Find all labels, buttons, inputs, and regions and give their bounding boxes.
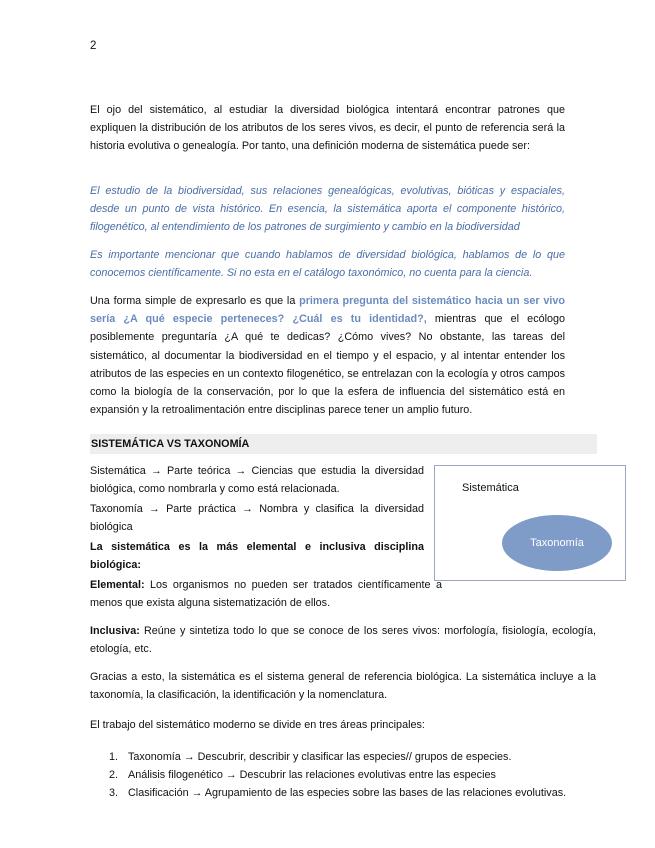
intro-paragraph: El ojo del sistemático, al estudiar la diversidad biológica intentará encontrar patrones que expliquen la distribución de los atributos de los seres vivos, es decir, el punto de referencia será la historia evolutiva o genealogía. Por tanto, una definición moderna de sistemática puede ser: [90,104,565,153]
question-highlight: primera pregunta del sistemático hacia un ser vivo sería ¿A qué especie perteneces? ¿Cuál es tu identidad?, [90,295,566,326]
note-quote: Es importante mencionar que cuando hablamos de diversidad biológica, hablamos de lo que conocemos científicamente. Si no esta en el catálogo taxonómico, no cuenta para la ciencia. [90,249,565,280]
list-text: Taxonomía → Descubrir, describir y clasificar las especies// grupos de especies. [128,751,512,763]
taxonomia-definition: Taxonomía → Parte práctica → Nombra y clasifica la diversidad biológica [90,503,424,534]
page-number: 2 [90,40,97,52]
list-item [90,748,610,766]
list-text: Clasificación → Agrupamiento de las especies sobre las bases de las relaciones evolutivas. [128,787,567,800]
elemental-paragraph [90,576,442,612]
areas-list [90,748,610,803]
diagram-outer-label: Sistemática [462,482,519,494]
list-number: 2. [109,769,119,782]
trabajo-paragraph: El trabajo del sistemático moderno se divide en tres áreas principales: [90,719,425,731]
elemental-text: Los organismos no pueden ser tratados científicamente a menos que exista alguna sistematización de ellos. [90,579,442,610]
inclusiva-text: Reúne y sintetiza todo lo que se conoce de los seres vivos: morfología, fisiología, ecología, etología, etc. [90,625,596,656]
sistematica-definition: Sistemática → Parte teórica → Ciencias que estudia la diversidad biológica, como nombrarla y como está relacionada. [90,465,424,496]
question-post: mientras que el ecólogo posiblemente preguntaría ¿A qué te dedicas? ¿Cómo vives? No obstante, las tareas del sistemático, al documentar la biodiversidad en el tiempo y el espacio, y al intentar entender los atributos de las especies en un contexto filogenético, se entrelazan con la ecología y otros campos como la biología de la conservación, por lo que la esfera de influencia del sistemático está en expansión y la retroalimentación entre disciplinas parece tener un amplio futuro. [90,313,566,417]
list-text: Análisis filogenético → Descubrir las relaciones evolutivas entre las especies [128,769,496,782]
sistematica-taxonomia-diagram [434,465,626,581]
inclusiva-label: Inclusiva: [90,625,140,637]
list-item [90,784,610,802]
elemental-label: Elemental: [90,579,145,591]
gracias-paragraph: Gracias a esto, la sistemática es el sistema general de referencia biológica. La sistemática incluye a la taxonomía, la clasificación, la identificación y la nomenclatura. [90,671,596,702]
inclusiva-paragraph [90,622,596,658]
bold-statement: La sistemática es la más elemental e inclusiva disciplina biológica: [90,541,424,572]
question-pre: Una forma simple de expresarlo es que la [90,295,300,307]
definition-quote: El estudio de la biodiversidad, sus relaciones genealógicas, evolutivas, bióticas y espaciales, desde un punto de vista histórico. En esencia, la sistemática aporta el componente histórico, filogenético, al entendimiento de los patrones de surgimiento y cambio en la biodiversidad [90,185,565,234]
list-item [90,766,610,784]
taxonomia-ellipse: Taxonomía [502,515,612,571]
list-number: 3. [109,787,119,800]
list-number: 1. [109,751,119,763]
question-paragraph [90,292,565,419]
section-heading: SISTEMÁTICA VS TAXONOMÍA [90,434,597,454]
